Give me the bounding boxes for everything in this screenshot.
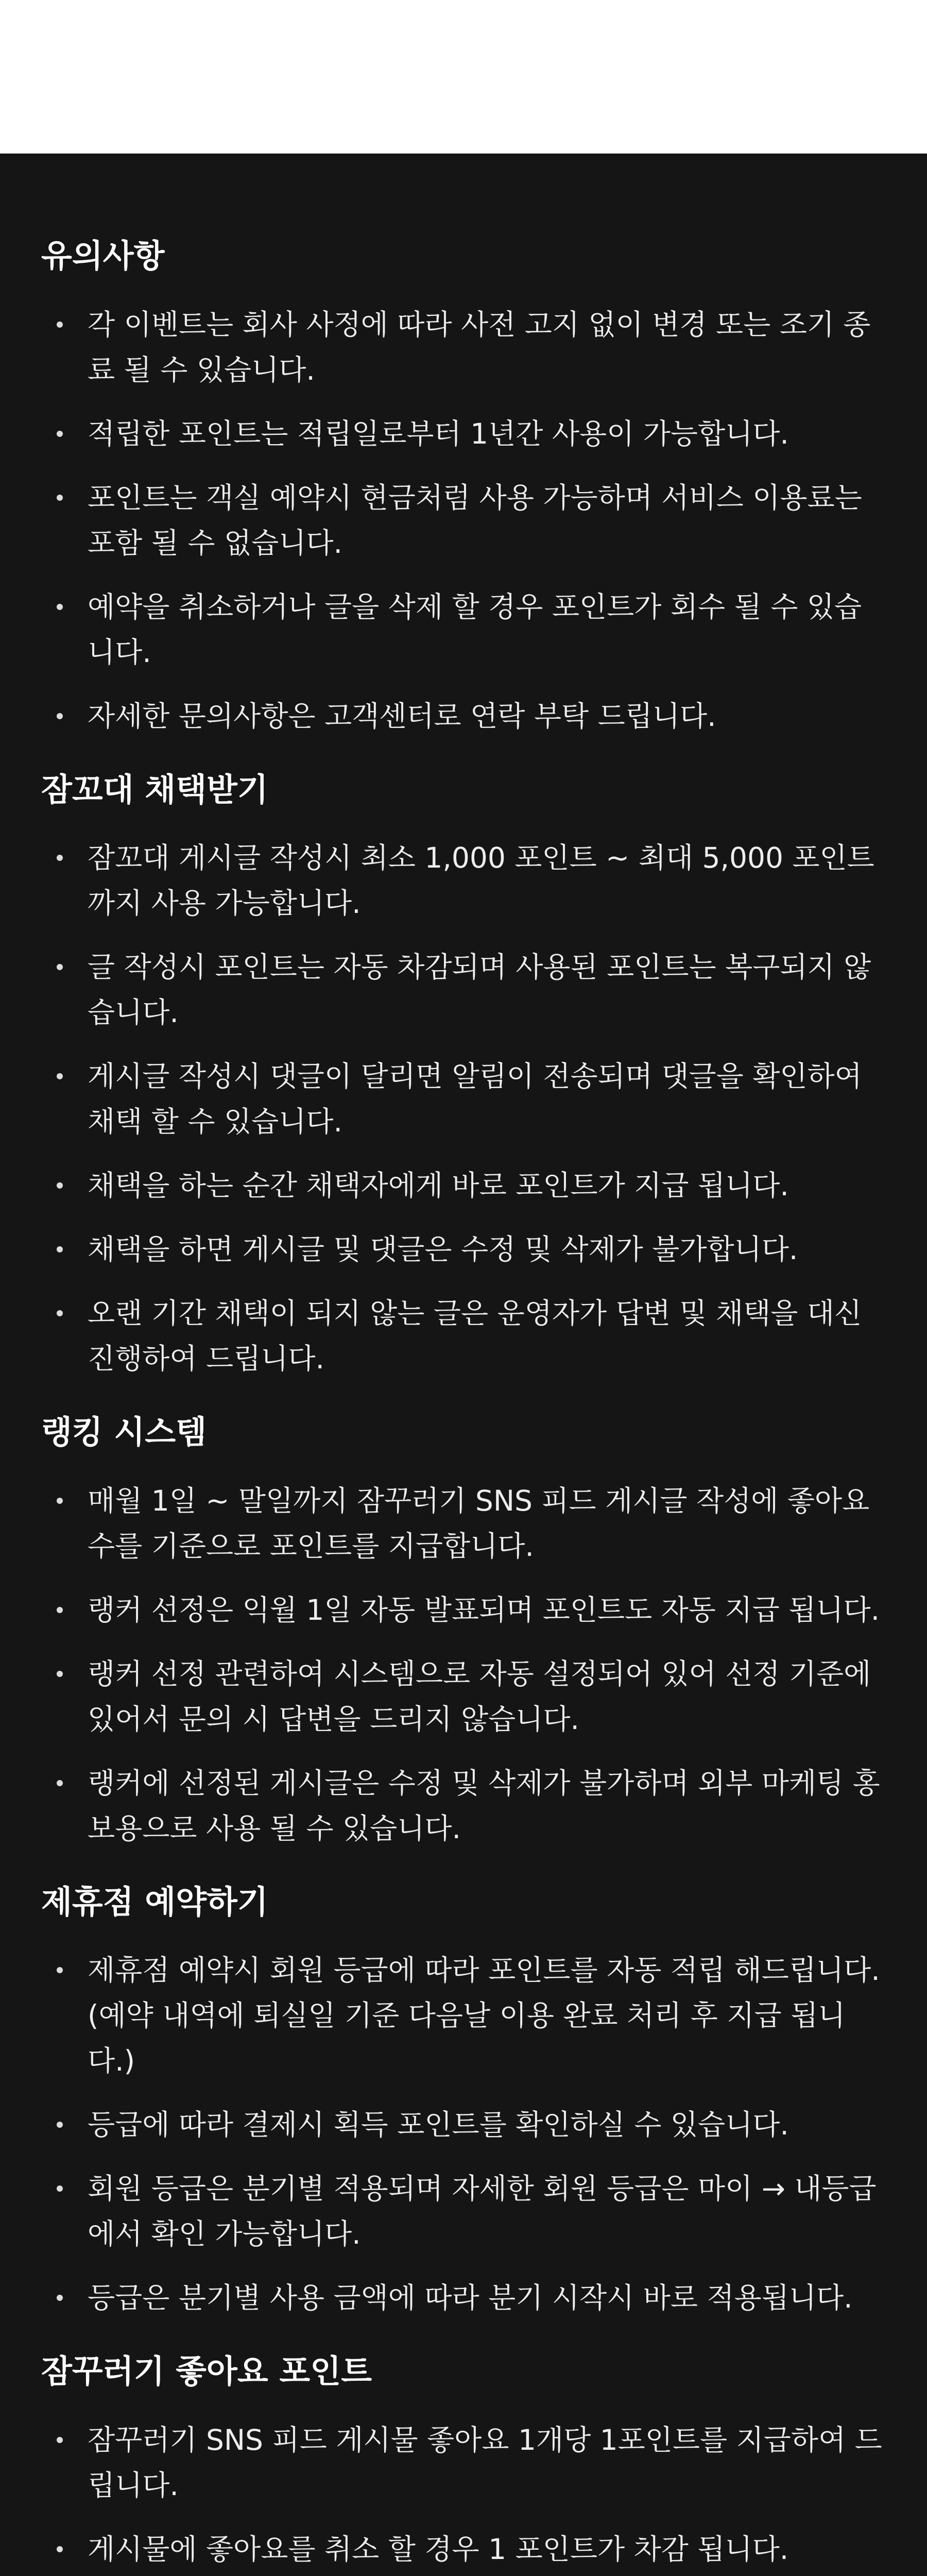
list-item (41, 944, 886, 1035)
list-item-text: 잠꾸러기 SNS 피드 게시물 좋아요 1개당 1포인트를 지급하여 드립니다. (88, 2423, 882, 2502)
bullet-icon (57, 713, 63, 719)
list-item (41, 835, 886, 926)
list-item-text: 랭커 선정은 익월 1일 자동 발표되며 포인트도 자동 지급 됩니다. (88, 1593, 880, 1626)
section-adopt (41, 770, 886, 1382)
bullet-icon (57, 1246, 63, 1252)
section-notice (41, 236, 886, 739)
list-item-text: 랭커 선정 관련하여 시스템으로 자동 설정되어 있어 선정 기준에 있어서 문의 시 답변을 드리지 않습니다. (88, 1657, 871, 1736)
bullet-icon (57, 964, 63, 970)
list-item-text: 오랜 기간 채택이 되지 않는 글은 운영자가 답변 및 채택을 대신 진행하여 드립니다. (88, 1297, 862, 1375)
list-item (41, 1163, 886, 1208)
bullet-icon (57, 2437, 63, 2443)
list-item-text: 자세한 문의사항은 고객센터로 연락 부탁 드립니다. (88, 699, 716, 733)
list-item (41, 2417, 886, 2508)
list-item (41, 2527, 886, 2572)
bullet-icon (57, 2295, 63, 2301)
list-item-text: 제휴점 예약시 회원 등급에 따라 포인트를 자동 적립 해드립니다. (예약 내역에 퇴실일 기준 다음날 이용 완료 처리 후 지급 됩니다.) (88, 1954, 880, 2077)
section-likes (41, 2351, 886, 2576)
bullet-icon (57, 1780, 63, 1786)
list-item-text: 등급에 따라 결제시 획득 포인트를 확인하실 수 있습니다. (88, 2108, 789, 2141)
list-item (41, 1291, 886, 1381)
bullet-icon (57, 1607, 63, 1613)
notice-panel (0, 154, 927, 2576)
bullet-icon (57, 855, 63, 861)
list-item (41, 2166, 886, 2257)
bullet-icon (57, 1182, 63, 1189)
bullet-icon (57, 495, 63, 501)
section-title: 제휴점 예약하기 (41, 1883, 268, 1921)
top-bar (0, 0, 927, 154)
section-title: 잠꼬대 채택받기 (41, 770, 268, 808)
list-item-text: 게시물에 좋아요를 취소 할 경우 1 포인트가 차감 됩니다. (88, 2532, 789, 2566)
list-item-text: 각 이벤트는 회사 사정에 따라 사전 고지 없이 변경 또는 조기 종료 될 수 있습니다. (88, 308, 871, 386)
bullet-icon (57, 1498, 63, 1504)
list-item (41, 1227, 886, 1272)
list-item (41, 584, 886, 675)
list-item-text: 채택을 하면 게시글 및 댓글은 수정 및 삭제가 불가합니다. (88, 1233, 798, 1266)
bullet-icon (57, 2122, 63, 2128)
list-item-text: 랭커에 선정된 게시글은 수정 및 삭제가 불가하며 외부 마케팅 홍보용으로 사용 될 수 있습니다. (88, 1766, 880, 1845)
section-title: 잠꾸러기 좋아요 포인트 (41, 2352, 372, 2390)
bullet-icon (57, 1310, 63, 1316)
list-item-text: 포인트는 객실 예약시 현금처럼 사용 가능하며 서비스 이용료는 포함 될 수 없습니다. (88, 481, 862, 560)
list-item-text: 회원 등급은 분기별 적용되며 자세한 회원 등급은 마이 → 내등급에서 확인 가능합니다. (88, 2172, 877, 2250)
bullet-icon (57, 2546, 63, 2552)
list-item (41, 1760, 886, 1851)
list-item-text: 등급은 분기별 사용 금액에 따라 분기 시작시 바로 적용됩니다. (88, 2281, 853, 2314)
bullet-icon (57, 1671, 63, 1677)
section-title: 랭킹 시스템 (41, 1413, 207, 1451)
bullet-icon (57, 321, 63, 328)
list-item (41, 475, 886, 566)
list-item (41, 693, 886, 739)
list-item (41, 302, 886, 393)
list-item (41, 411, 886, 456)
bullet-icon (57, 604, 63, 610)
list-item (41, 1947, 886, 2083)
list-item (41, 1054, 886, 1144)
bullet-icon (57, 1967, 63, 1973)
list-item-text: 매월 1일 ~ 말일까지 잠꾸러기 SNS 피드 게시글 작성에 좋아요 수를 기준으로 포인트를 지급합니다. (88, 1484, 870, 1563)
bullet-icon (57, 431, 63, 437)
list-item-text: 잠꼬대 게시글 작성시 최소 1,000 포인트 ~ 최대 5,000 포인트까지 사용 가능합니다. (88, 841, 874, 920)
list-item (41, 1587, 886, 1633)
bullet-icon (57, 2185, 63, 2192)
list-item-text: 글 작성시 포인트는 자동 차감되며 사용된 포인트는 복구되지 않습니다. (88, 951, 871, 1029)
list-item (41, 1478, 886, 1569)
section-partner (41, 1882, 886, 2321)
list-item-text: 예약을 취소하거나 글을 삭제 할 경우 포인트가 회수 될 수 있습니다. (88, 590, 862, 669)
list-item (41, 2102, 886, 2147)
section-title: 유의사항 (41, 237, 165, 275)
list-item (41, 1651, 886, 1742)
list-item (41, 2275, 886, 2320)
list-item-text: 적립한 포인트는 적립일로부터 1년간 사용이 가능합니다. (88, 417, 789, 450)
list-item-text: 게시글 작성시 댓글이 달리면 알림이 전송되며 댓글을 확인하여 채택 할 수 있습니다. (88, 1060, 862, 1138)
section-ranking (41, 1412, 886, 1851)
bullet-icon (57, 1073, 63, 1079)
list-item-text: 채택을 하는 순간 채택자에게 바로 포인트가 지급 됩니다. (88, 1169, 789, 1202)
